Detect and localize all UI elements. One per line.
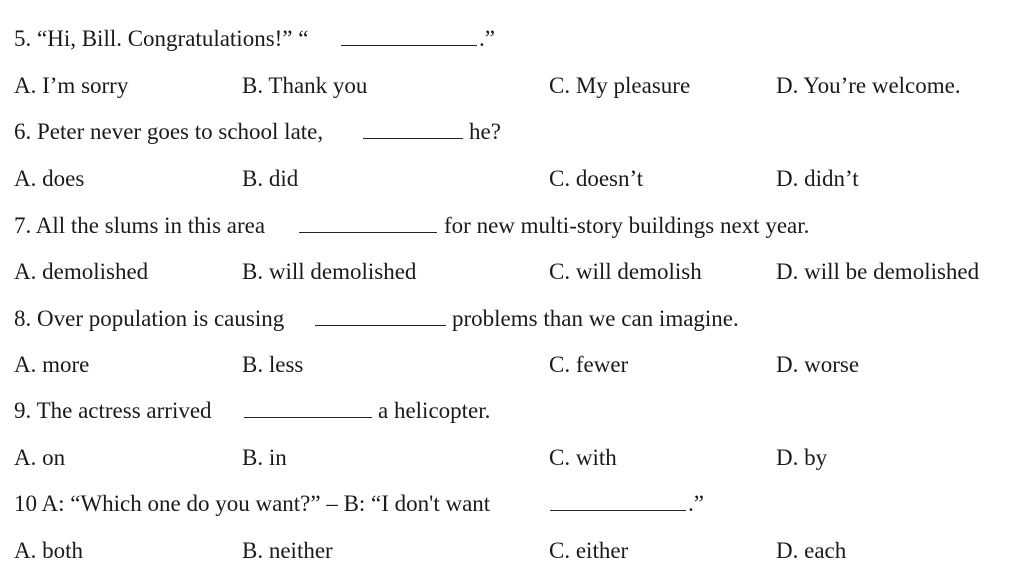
- question-10-blank[interactable]: [550, 510, 686, 511]
- question-9-option-c[interactable]: C. with: [549, 445, 617, 470]
- question-5-option-a[interactable]: A. I’m sorry: [14, 73, 129, 98]
- question-5-option-d[interactable]: D. You’re welcome.: [776, 73, 961, 98]
- question-10-option-b[interactable]: B. neither: [242, 538, 333, 563]
- question-8-option-a[interactable]: A. more: [14, 352, 90, 377]
- question-5-blank[interactable]: [341, 45, 477, 46]
- question-9-option-d[interactable]: D. by: [776, 445, 828, 470]
- question-10-option-a[interactable]: A. both: [14, 538, 83, 563]
- question-10-option-d[interactable]: D. each: [776, 538, 847, 563]
- question-7-option-a[interactable]: A. demolished: [14, 259, 149, 284]
- question-6-option-c[interactable]: C. doesn’t: [549, 166, 644, 191]
- question-5-text-before: 5. “Hi, Bill. Congratulations!” “: [14, 26, 309, 51]
- question-8: [0, 304, 1024, 350]
- question-6-options: [0, 164, 1024, 210]
- question-8-option-c[interactable]: C. fewer: [549, 352, 629, 377]
- question-6-blank[interactable]: [363, 138, 463, 139]
- question-8-text-after: problems than we can imagine.: [452, 306, 739, 331]
- question-7: [0, 211, 1024, 257]
- question-6: [0, 117, 1024, 163]
- question-7-text-before: 7. All the slums in this area: [14, 213, 266, 238]
- question-9: [0, 396, 1024, 442]
- question-9-option-a[interactable]: A. on: [14, 445, 66, 470]
- question-8-option-b[interactable]: B. less: [242, 352, 304, 377]
- question-5-options: [0, 71, 1024, 117]
- question-7-option-c[interactable]: C. will demolish: [549, 259, 702, 284]
- question-10-options: [0, 536, 1024, 582]
- question-5-option-b[interactable]: B. Thank you: [242, 73, 368, 98]
- question-7-options: [0, 257, 1024, 303]
- question-7-text-after: for new multi-story buildings next year.: [444, 213, 810, 238]
- question-9-option-b[interactable]: B. in: [242, 445, 287, 470]
- question-9-blank[interactable]: [244, 417, 372, 418]
- question-9-text-after: a helicopter.: [378, 398, 491, 423]
- question-6-text-before: 6. Peter never goes to school late,: [14, 119, 324, 144]
- question-6-option-b[interactable]: B. did: [242, 166, 299, 191]
- question-9-options: [0, 443, 1024, 489]
- question-7-option-d[interactable]: D. will be demolished: [776, 259, 980, 284]
- question-5-option-c[interactable]: C. My pleasure: [549, 73, 691, 98]
- question-7-option-b[interactable]: B. will demolished: [242, 259, 417, 284]
- question-8-blank[interactable]: [315, 325, 446, 326]
- question-10-text-before: 10 A: “Which one do you want?” – B: “I don't want: [14, 491, 491, 516]
- question-9-text-before: 9. The actress arrived: [14, 398, 212, 423]
- question-10-option-c[interactable]: C. either: [549, 538, 629, 563]
- question-6-option-d[interactable]: D. didn’t: [776, 166, 859, 191]
- question-10: [0, 489, 1024, 535]
- question-5-text-after: .”: [479, 26, 495, 51]
- question-8-text-before: 8. Over population is causing: [14, 306, 285, 331]
- question-8-option-d[interactable]: D. worse: [776, 352, 860, 377]
- question-6-text-after: he?: [469, 119, 501, 144]
- question-8-options: [0, 350, 1024, 396]
- question-10-text-after: .”: [688, 491, 704, 516]
- question-5: [0, 24, 1024, 70]
- question-6-option-a[interactable]: A. does: [14, 166, 85, 191]
- question-7-blank[interactable]: [299, 232, 437, 233]
